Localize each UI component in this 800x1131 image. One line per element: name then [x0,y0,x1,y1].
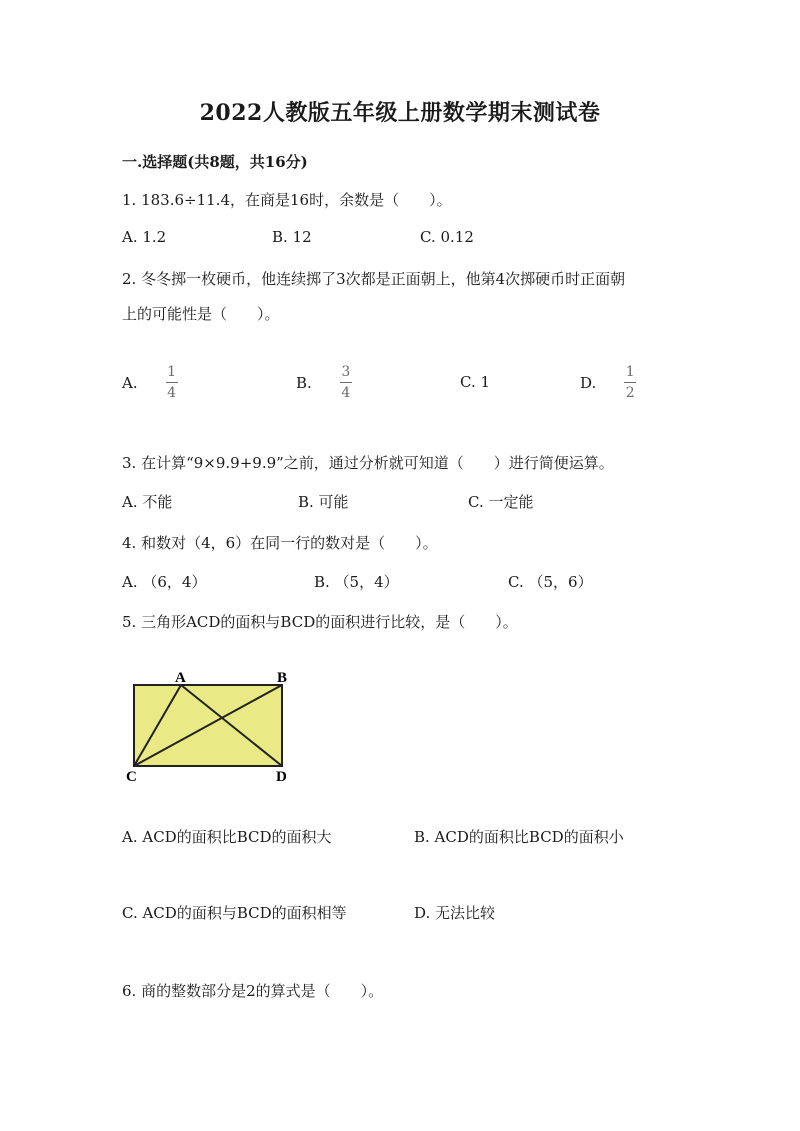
question-5: 5. 三角形ACD的面积与BCD的面积进行比较，是（ ）。 [122,613,518,631]
fraction-bar [166,382,178,383]
section-heading: 一.选择题(共8题，共16分) [122,153,308,171]
label-a: A [175,670,186,686]
q2-option-c: C. 1 [460,373,491,391]
q5-option-a: A. ACD的面积比BCD的面积大 [122,828,332,846]
q1-option-c: C. 0.12 [420,228,474,246]
label-b: B [277,670,288,686]
q5-option-c: C. ACD的面积与BCD的面积相等 [122,904,347,922]
numerator: 3 [341,364,351,380]
question-2-line-1: 2. 冬冬掷一枚硬币，他连续掷了3次都是正面朝上，他第4次掷硬币时正面朝 [122,270,626,288]
fraction-three-quarters [340,364,352,401]
q2-option-b [296,364,352,401]
q1-option-b: B. 12 [272,228,312,246]
question-6: 6. 商的整数部分是2的算式是（ ）。 [122,982,384,1000]
rectangle-triangle-figure [120,665,300,790]
q5-option-d: D. 无法比较 [414,904,496,922]
q2-option-b-label: B. [296,373,312,392]
q2-option-a [122,364,178,401]
q4-option-a: A. （6，4） [122,573,207,591]
denominator: 4 [167,385,177,401]
q2-option-a-label: A. [122,373,138,392]
q4-option-b: B. （5，4） [314,573,399,591]
numerator: 1 [167,364,177,380]
label-c: C [126,769,137,785]
denominator: 4 [341,385,351,401]
q3-option-a: A. 不能 [122,493,173,511]
question-2-line-2: 上的可能性是（ ）。 [122,305,280,323]
q1-option-a: A. 1.2 [122,228,167,246]
fraction-one-half [624,364,636,401]
q3-option-b: B. 可能 [298,493,349,511]
q2-option-d-label: D. [580,373,597,392]
q2-option-d [580,364,636,401]
question-1: 1. 183.6÷11.4，在商是16时，余数是（ ）。 [122,191,452,209]
q4-option-c: C. （5，6） [508,573,593,591]
page-title: 2022人教版五年级上册数学期末测试卷 [199,100,601,126]
question-4: 4. 和数对（4，6）在同一行的数对是（ ）。 [122,534,438,552]
fraction-bar [340,382,352,383]
fraction-one-quarter [166,364,178,401]
denominator: 2 [625,385,635,401]
q3-option-c: C. 一定能 [468,493,534,511]
numerator: 1 [625,364,635,380]
q5-option-b: B. ACD的面积比BCD的面积小 [414,828,624,846]
fraction-bar [624,382,636,383]
question-3: 3. 在计算“9×9.9+9.9”之前，通过分析就可知道（ ）进行简便运算。 [122,454,614,472]
label-d: D [276,769,287,785]
